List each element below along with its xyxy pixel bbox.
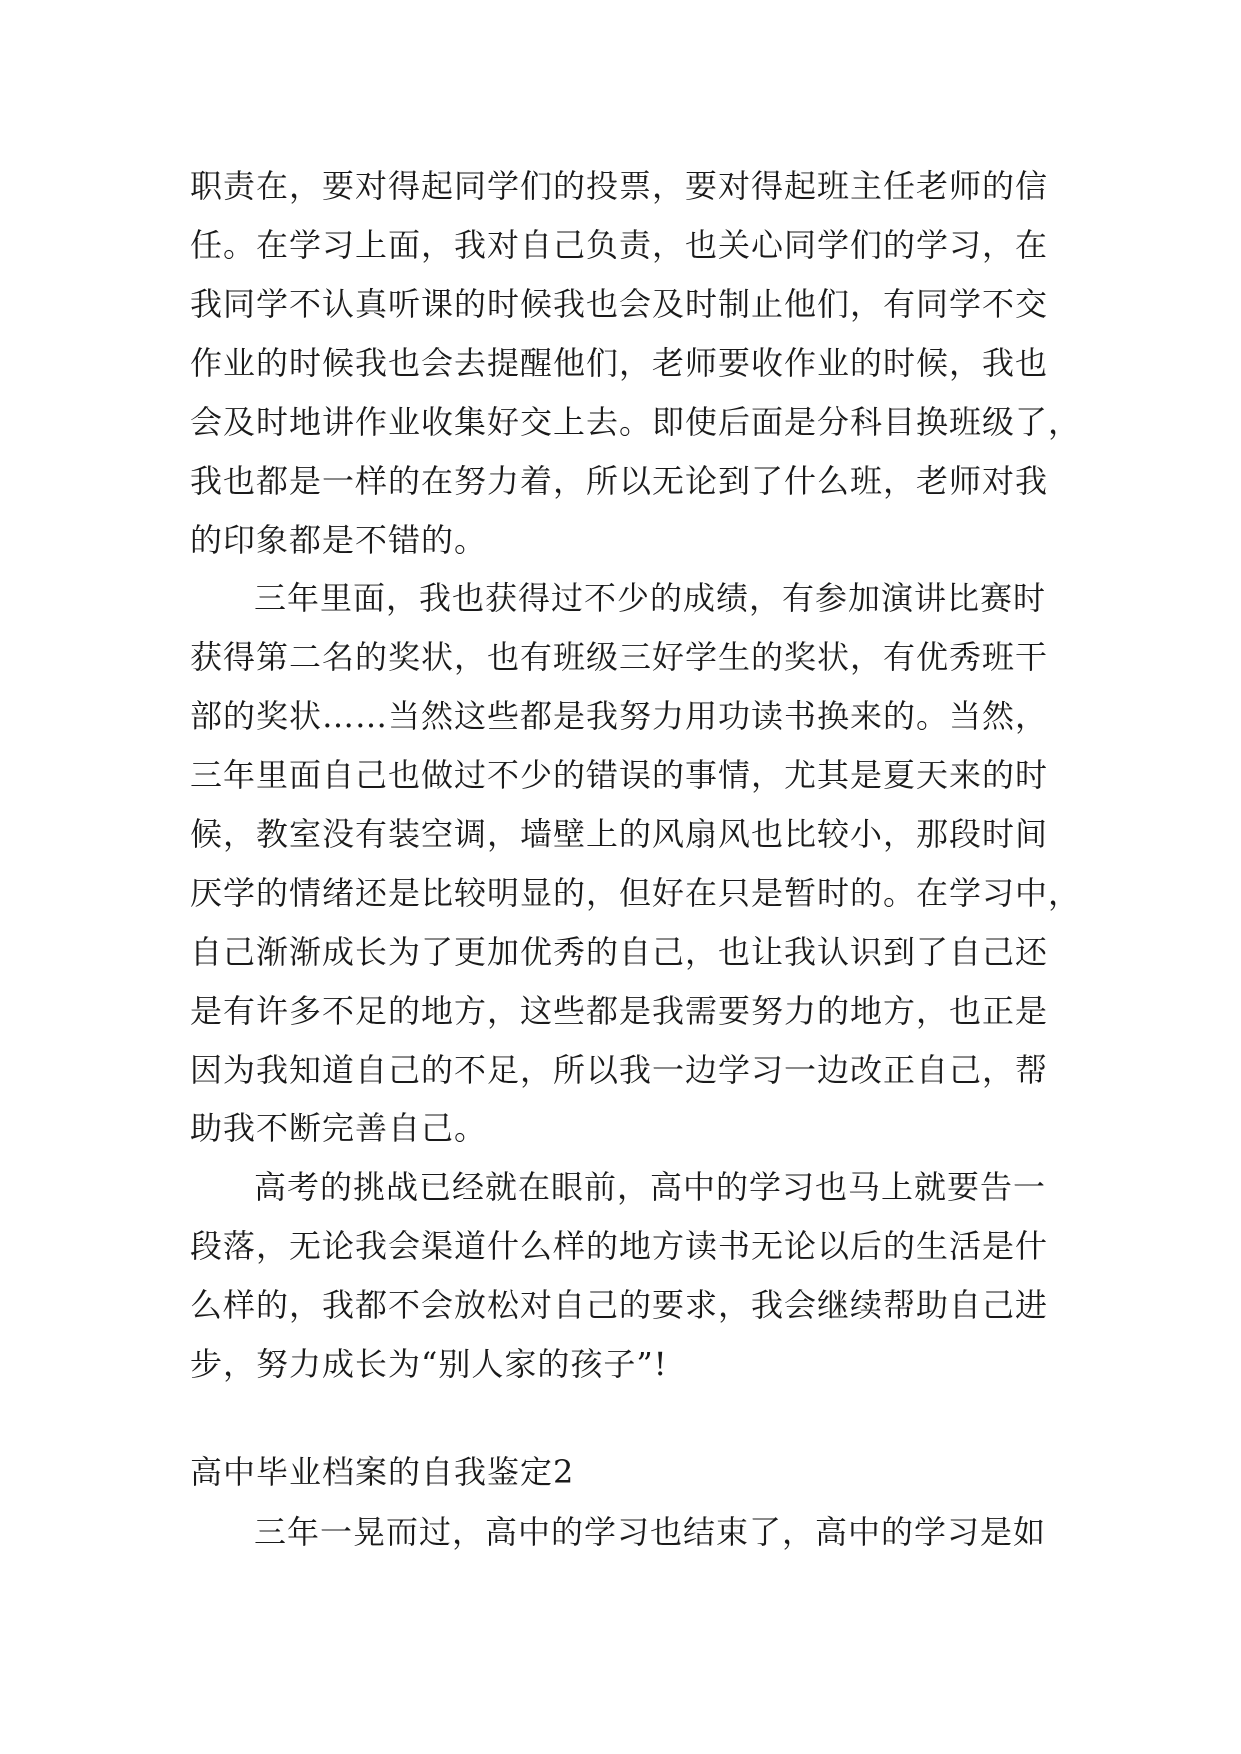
text-line: 我同学不认真听课的时候我也会及时制止他们，有同学不交 — [190, 285, 1049, 323]
text-line: 的印象都是不错的。 — [190, 521, 488, 559]
text-line: 是有许多不足的地方，这些都是我需要努力的地方，也正是 — [190, 992, 1049, 1030]
text-line: 步，努力成长为“别人家的孩子”! — [190, 1345, 668, 1383]
text-line: 三年一晃而过，高中的学习也结束了，高中的学习是如 — [254, 1513, 1047, 1551]
text-line: 因为我知道自己的不足，所以我一边学习一边改正自己，帮 — [190, 1051, 1049, 1089]
text-line: 段落，无论我会渠道什么样的地方读书无论以后的生活是什 — [190, 1227, 1049, 1265]
text-line: 我也都是一样的在努力着，所以无论到了什么班，老师对我 — [190, 462, 1049, 500]
text-line: 厌学的情绪还是比较明显的，但好在只是暂时的。在学习中， — [190, 874, 1082, 912]
text-line: 会及时地讲作业收集好交上去。即使后面是分科目换班级了， — [190, 403, 1082, 441]
text-line: 任。在学习上面，我对自己负责，也关心同学们的学习，在 — [190, 226, 1049, 264]
text-line: 么样的，我都不会放松对自己的要求，我会继续帮助自己进 — [190, 1286, 1049, 1324]
text-line: 三年里面自己也做过不少的错误的事情，尤其是夏天来的时 — [190, 756, 1049, 794]
text-line: 部的奖状……当然这些都是我努力用功读书换来的。当然， — [190, 697, 1049, 735]
text-line: 获得第二名的奖状，也有班级三好学生的奖状，有优秀班干 — [190, 638, 1049, 676]
section-heading: 高中毕业档案的自我鉴定2 — [190, 1453, 575, 1491]
text-line: 候，教室没有装空调，墙壁上的风扇风也比较小，那段时间 — [190, 815, 1049, 853]
text-line: 职责在，要对得起同学们的投票，要对得起班主任老师的信 — [190, 167, 1049, 205]
text-line: 作业的时候我也会去提醒他们，老师要收作业的时候，我也 — [190, 344, 1049, 382]
text-line: 高考的挑战已经就在眼前，高中的学习也马上就要告一 — [254, 1168, 1047, 1206]
text-line: 自己渐渐成长为了更加优秀的自己，也让我认识到了自己还 — [190, 933, 1049, 971]
text-line: 三年里面，我也获得过不少的成绩，有参加演讲比赛时 — [254, 579, 1047, 617]
text-line: 助我不断完善自己。 — [190, 1109, 488, 1147]
